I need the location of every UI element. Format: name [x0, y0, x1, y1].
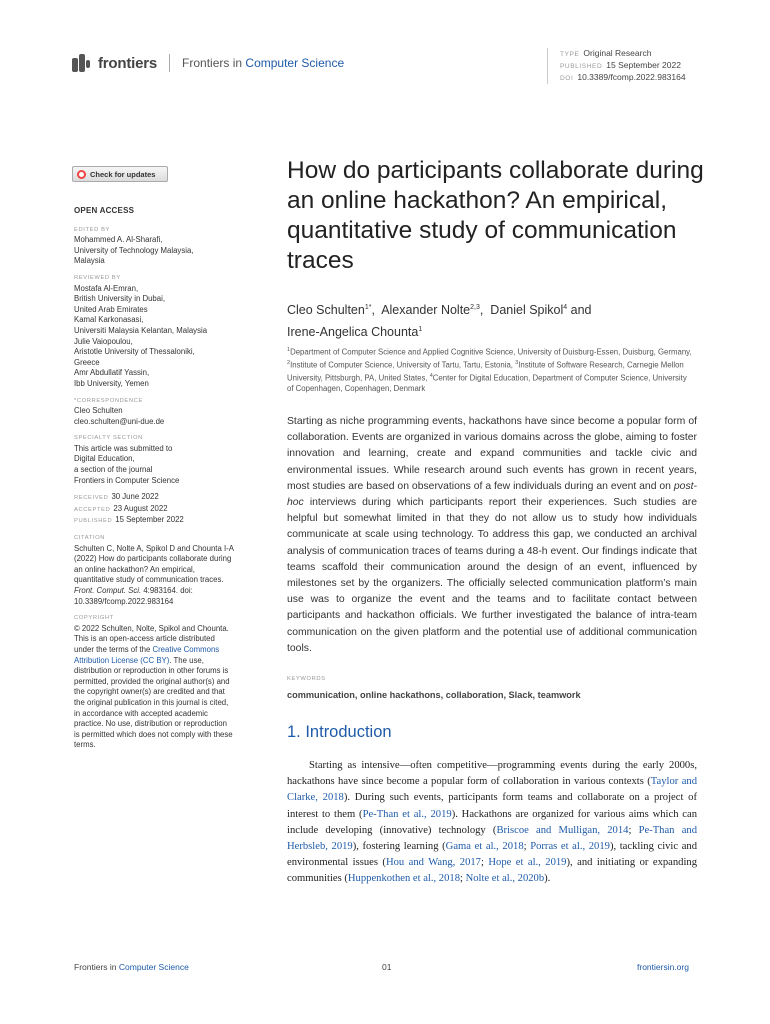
keywords-label: KEYWORDS: [287, 676, 326, 682]
author-list: Cleo Schulten$^{1*}$, Alexander Nolte$^{2,3}$, Daniel Spikol$^4$ and Irene-Angelica Chounta$^1$: [287, 303, 595, 340]
check-updates-label: Check for updates: [90, 169, 156, 179]
introduction-paragraph: [287, 758, 697, 888]
citation-text: Schulten C, Nolte A, Spikol D and Chounta I-A (2022) How do participants collaborate during an online hackathon? An empirical, quantitative study of communication traces. Front. Comput. Sci. 4:983164. doi: 10.3389/fcomp.2022.983164: [74, 543, 234, 606]
article-meta: [547, 48, 686, 84]
citation-link[interactable]: Hou and Wang, 2017: [385, 857, 481, 869]
intro-text: ).: [544, 873, 551, 885]
intro-text: ;: [480, 857, 489, 869]
author: Alexander Nolte: [381, 303, 471, 318]
check-for-updates-button[interactable]: [72, 166, 168, 182]
specialty-section: This article was submitted to Digital Education, a section of the journal Frontiers in Computer Science: [74, 443, 180, 485]
correspondence: Cleo Schulten cleo.schulten@uni-due.de: [74, 406, 234, 427]
edited-by: Mohammed A. Al-Sharafi, University of Technology Malaysia, Malaysia: [74, 235, 194, 266]
journal-header: [72, 54, 344, 72]
intro-text: ;: [628, 824, 639, 836]
edited-by-label: EDITED BY: [74, 226, 111, 233]
footer-journal: Frontiers in Computer Science: [74, 962, 189, 972]
citation-link[interactable]: Pe-Than et al., 2019: [362, 808, 452, 820]
article-dates: RECEIVED 30 June 2022 ACCEPTED 23 August 2022 PUBLISHED 15 September 2022: [74, 492, 184, 525]
citation-link[interactable]: Hope et al., 2019: [488, 857, 567, 869]
header-divider: [169, 54, 170, 72]
author: Cleo Schulten: [287, 303, 365, 318]
cc-by-license-link[interactable]: Creative Commons Attribution License (CC BY): [74, 644, 220, 665]
open-access-label: OPEN ACCESS: [74, 206, 135, 215]
citation-link[interactable]: Huppenkothen et al., 2018: [347, 873, 460, 885]
intro-text: ), fostering learning (: [352, 841, 446, 853]
author: Daniel Spikol: [490, 303, 564, 318]
frontiers-logo-icon: [72, 54, 90, 72]
citation-link[interactable]: Nolte et al., 2020b: [465, 873, 545, 885]
intro-text: ;: [460, 873, 466, 885]
reviewed-by-label: REVIEWED BY: [74, 274, 121, 281]
intro-text: ), and initiating or expanding communities (: [287, 857, 698, 885]
citation-link[interactable]: Briscoe and Mulligan, 2014: [496, 824, 629, 836]
author: Irene-Angelica Chounta: [287, 325, 419, 340]
keywords: communication, online hackathons, collaboration, Slack, teamwork: [287, 690, 581, 700]
correspondence-email[interactable]: cleo.schulten@uni-due.de: [74, 416, 165, 426]
intro-text: ), tackling civic and environmental issues (: [287, 841, 697, 869]
intro-text: ). Hackathons are organized for various aims which can include developing (innovative) technology (: [287, 808, 698, 836]
intro-text: ). During such events, participants form teams and collaborate on a project of interest to them (: [287, 792, 697, 820]
sidebar: [74, 206, 234, 751]
copyright-label: COPYRIGHT: [74, 615, 114, 622]
correspondence-label: *CORRESPONDENCE: [74, 397, 143, 404]
frontiers-logo-text: frontiers: [98, 54, 158, 72]
intro-text: ;: [523, 841, 531, 853]
article-title: How do participants collaborate during an online hackathon? An empirical, quantitative study of communication traces: [287, 157, 704, 274]
citation-link[interactable]: Gama et al., 2018: [445, 841, 524, 853]
journal-name: Frontiers in Computer Science: [182, 56, 345, 70]
section-heading: 1. Introduction: [287, 723, 392, 741]
check-updates-icon: [77, 170, 86, 179]
page-number: 01: [382, 962, 392, 972]
citation-link[interactable]: Taylor and Clarke, 2018: [287, 776, 697, 804]
citation-label: CITATION: [74, 535, 105, 542]
citation-link[interactable]: Pe-Than and Herbsleb, 2019: [287, 824, 697, 853]
meta-type: TYPE Original Research: [560, 48, 652, 58]
reviewed-by: Mostafa Al-Emran, British University in Dubai, United Arab Emirates Kamal Karkonasasi, Universiti Malaysia Kelantan, Malaysia Julie Vaiopoulou, Aristotle University of Thessaloniki, Greece Amr Abdullatif Yassin, Ibb University, Yemen: [74, 283, 208, 388]
abstract: Starting as niche programming events, hackathons have since become a popular form of collaboration. Events are organized in various domains across the globe, aiming to foster innovation and learning, create and expand communities and tackle civic and environmental issues. While research around such events has grown in recent years, most studies are based on observations of a few individuals during an event and on post-hoc interviews during which participants report their experiences. Such studies are helpful but somewhat limited in that they do not allow us to study how individuals communicate at scale using technology. To address this gap, we conducted an archival analysis of communication traces of teams during a 48-h event. Our findings indicate that teams scaffold their communication around the design of an event, influenced by milestones set by the organizers. The officially selected communication platform’s main use was to organize the event and the teams and to facilitate contact between participants and hackathon officials. We further investigated the balance of intra-team communication on the given platform and the potential use of additional communication tools.: [287, 416, 697, 654]
footer-site-link[interactable]: frontiersin.org: [637, 962, 689, 972]
specialty-section-label: SPECIALTY SECTION: [74, 435, 143, 442]
meta-published: PUBLISHED 15 September 2022: [560, 60, 681, 70]
copyright-text: © 2022 Schulten, Nolte, Spikol and Chounta. This is an open-access article distributed under the terms of the Creative Commons Attribution License (CC BY). The use, distribution or reproduction in other forums is permitted, provided the original author(s) and the copyright owner(s) are credited and that the original publication in this journal is cited, in accordance with accepted academic practice. No use, distribution or reproduction is permitted which does not comply with these terms.: [74, 623, 233, 750]
citation-link[interactable]: Porras et al., 2019: [530, 841, 610, 853]
affiliations: $^1$Department of Computer Science and Applied Cognitive Science, University of Duisburg-Essen, Duisburg, Germany, $^2$Institute of Computer Science, University of Tartu, Tartu, Estonia, $^3$Institute of Software Research, Carnegie Mellon University, Pittsburgh, PA, United States, $^4$Center for Digital Education, Department of Computer Science, University of Copenhagen, Copenhagen, Denmark: [287, 347, 692, 394]
intro-text: Starting as intensive—often competitive—programming events during the early 2000s, hackathons have since become a popular form of collaboration in various contexts (: [287, 760, 697, 788]
meta-doi: DOI 10.3389/fcomp.2022.983164: [560, 72, 686, 82]
